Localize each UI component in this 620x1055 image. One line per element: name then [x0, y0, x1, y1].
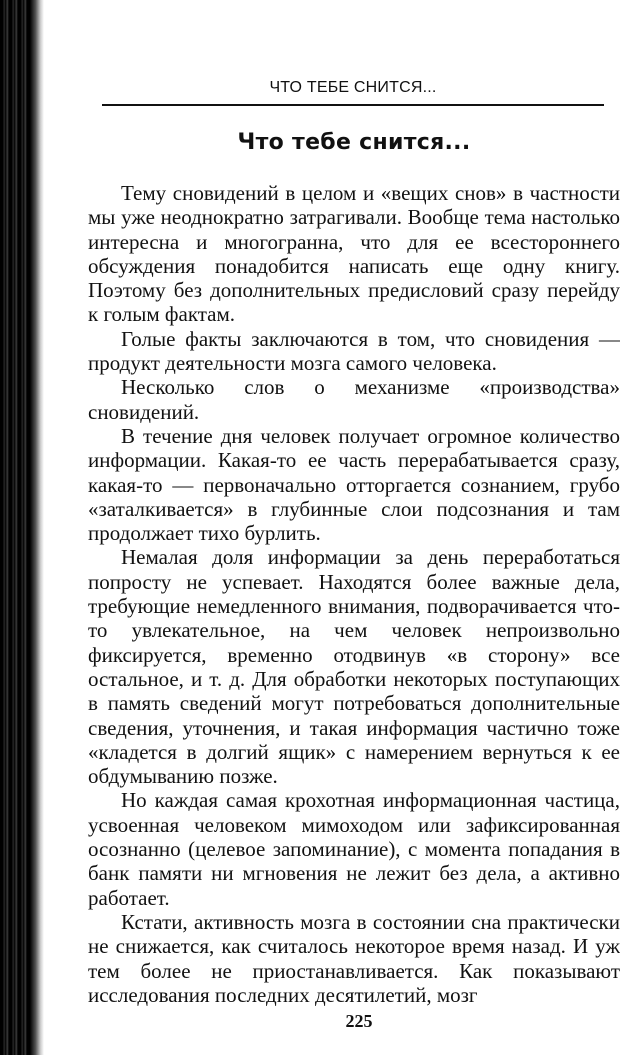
paragraph-3: Несколько слов о механизме «производства» сновидений. [88, 375, 620, 424]
running-head: ЧТО ТЕБЕ СНИТСЯ... [269, 79, 437, 96]
paragraph-2: Голые факты заключаются в том, что сновидения — продукт деятельности мозга самого человека. [88, 326, 620, 376]
paragraph-1: Тему сновидений в целом и «вещих снов» в частности мы уже неоднократно затрагивали. Вообще тема настолько интересна и многогранна, что для ее всестороннего обсуждения понадобится написать еще одну книгу. Поэтому без дополнительных предисловий сразу перейду к голым фактам. [88, 181, 620, 327]
chapter-title: Что тебе снится... [237, 130, 471, 155]
paragraph-6: Но каждая самая крохотная информационная частица, усвоенная человеком мимоходом или зафиксированная осознанно (целевое запоминание), с момента попадания в банк памяти ни мгновения не лежит без дела, а активно работает. [88, 788, 620, 910]
paragraph-5: Немалая доля информации за день переработаться попросту не успевает. Находятся более важные дела, требующие немедленного внимания, подворачивается что-то увлекательное, на чем человек непроизвольно фиксируется, временно отодвинув «в сторону» все остальное, и т. д. Для обработки некоторых поступающих в память сведений могут потребоваться дополнительные сведения, уточнения, и такая информация частично тоже «кладется в долгий ящик» с намерением вернуться к ее обдумыванию позже. [88, 545, 620, 789]
paragraph-4: В течение дня человек получает огромное количество информации. Какая-то ее часть перерабатывается сразу, какая-то — первоначально отторгается сознанием, грубо «заталкивается» в глубинные слои подсознания и там продолжает тихо бурлить. [88, 423, 620, 546]
book-page [88, 0, 620, 1055]
running-head-rule [102, 104, 604, 106]
book-spine-edge [30, 0, 44, 1055]
paragraph-7: Кстати, активность мозга в состоянии сна практически не снижается, как считалось некоторое время назад. И уж тем более не приостанавливается. Как показывают исследования последних десятилетий, мозг [88, 909, 620, 1007]
body-text [88, 181, 620, 1007]
page-number: 225 [345, 1011, 373, 1031]
